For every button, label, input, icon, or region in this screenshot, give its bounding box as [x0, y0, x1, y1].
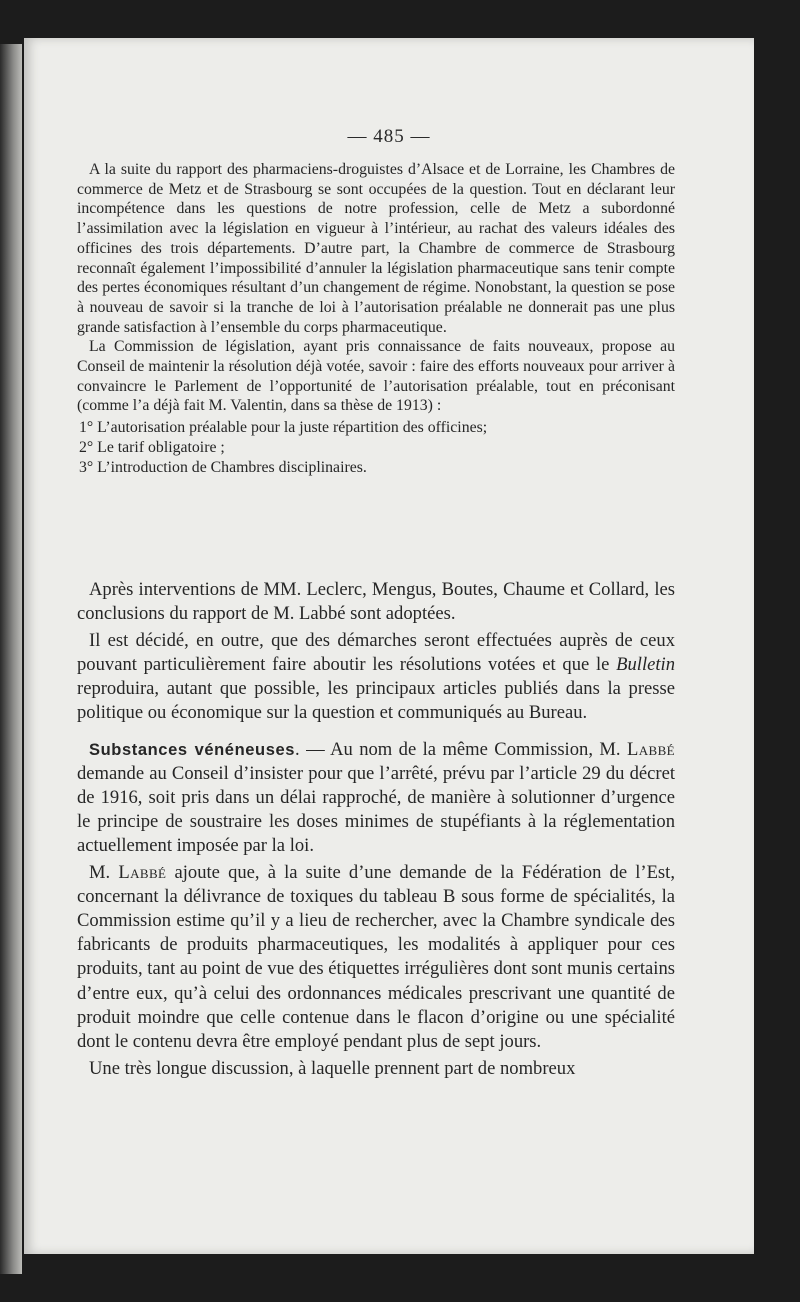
- minutes-section: [77, 578, 675, 1081]
- labbe-text-rest: ajoute que, à la suite d’une demande de la Fédération de l’Est, concernant la délivrance de toxiques du tableau B sous forme de spécialités, la Commission estime qu’il y a lieu de rechercher, avec la Chambre syndicale des fabricants de produits pharmaceutiques, les modalités à appliquer pour ces produits, tant au point de vue des étiquettes irrégulières dont sont munis certains d’entre eux, qu’à celui des ordonnances médicales prescrivant une quantité de produit moindre que celle contenue dans le flacon d’origine ou une spécialité dont le contenu devra être employé pendant plus de sept jours.: [77, 862, 675, 1052]
- bulletin-title: Bulletin: [616, 654, 675, 676]
- book-page: [24, 38, 754, 1254]
- substances-text-intro: . — Au nom de la même Commission, M.: [295, 738, 627, 760]
- speaker-name: Labbé: [626, 738, 675, 760]
- paragraph-commission-legislation: La Commission de législation, ayant pris connaissance de faits nouveaux, propose au Conseil de maintenir la résolution déjà votée, savoir : faire des efforts nouveaux pour arriver à convaincre le Parlement de l’opportunité de l’autorisation préalable, tout en préconisant (comme l’a déjà fait M. Valentin, dans sa thèse de 1913) :: [77, 338, 675, 415]
- proposal-list: [77, 418, 675, 477]
- paragraph-labbe-adds: [77, 861, 675, 1054]
- list-item: 1° L’autorisation préalable pour la juste répartition des officines;: [79, 419, 488, 437]
- report-section: [77, 160, 675, 477]
- substances-text-rest: demande au Conseil d’insister pour que l’arrêté, prévu par l’article 29 du décret de 1916, soit pris dans un délai rapproché, de manière à solutionner d’urgence le principe de soustraire les doses minimes de stupéfiants à la réglementation actuellement imposée par la loi.: [77, 762, 675, 856]
- bulletin-text-after: reproduira, autant que possible, les principaux articles publiés dans la presse politique ou économique sur la question et communiqués au Bureau.: [77, 678, 675, 724]
- page-number: — 485 —: [347, 126, 431, 147]
- speaker-name: Labbé: [118, 862, 167, 884]
- paragraph-alsace-lorraine: A la suite du rapport des pharmaciens-droguistes d’Alsace et de Lorraine, les Chambres de commerce de Metz et de Strasbourg se sont occupées de la question. Tout en déclarant leur incompétence dans les questions de notre profession, celle de Metz a subordonné l’assimilation avec la législation en vigueur à l’intérieur, au rachat des valeurs idéales des officines des trois départements. D’autre part, la Chambre de commerce de Strasbourg reconnaît également l’impossibilité d’annuler la législation pharmaceutique sans tenir compte des pertes économiques résultant d’un changement de régime. Nonobstant, la question se pose à nouveau de savoir si la tranche de loi à l’autorisation préalable ne donnerait pas une plus grande satisfaction à l’ensemble du corps pharmaceutique.: [77, 161, 675, 336]
- paragraph-conclusions-adopted: Après interventions de MM. Leclerc, Mengus, Boutes, Chaume et Collard, les conclusions du rapport de M. Labbé sont adoptées.: [77, 579, 675, 625]
- section-heading: Substances vénéneuses: [89, 740, 296, 759]
- labbe-prefix: M.: [89, 862, 119, 884]
- paragraph-substances: [77, 738, 675, 858]
- list-item: 2° Le tarif obligatoire ;: [79, 438, 225, 456]
- facing-page-edge: [0, 44, 22, 1274]
- list-item: 3° L’introduction de Chambres disciplinaires.: [79, 458, 367, 476]
- paragraph-bulletin: [77, 629, 675, 725]
- bulletin-text-before: Il est décidé, en outre, que des démarches seront effectuées auprès de ceux pouvant particulièrement faire aboutir les résolutions votées et que le: [77, 630, 675, 676]
- paragraph-discussion: Une très longue discussion, à laquelle prennent part de nombreux: [89, 1057, 576, 1079]
